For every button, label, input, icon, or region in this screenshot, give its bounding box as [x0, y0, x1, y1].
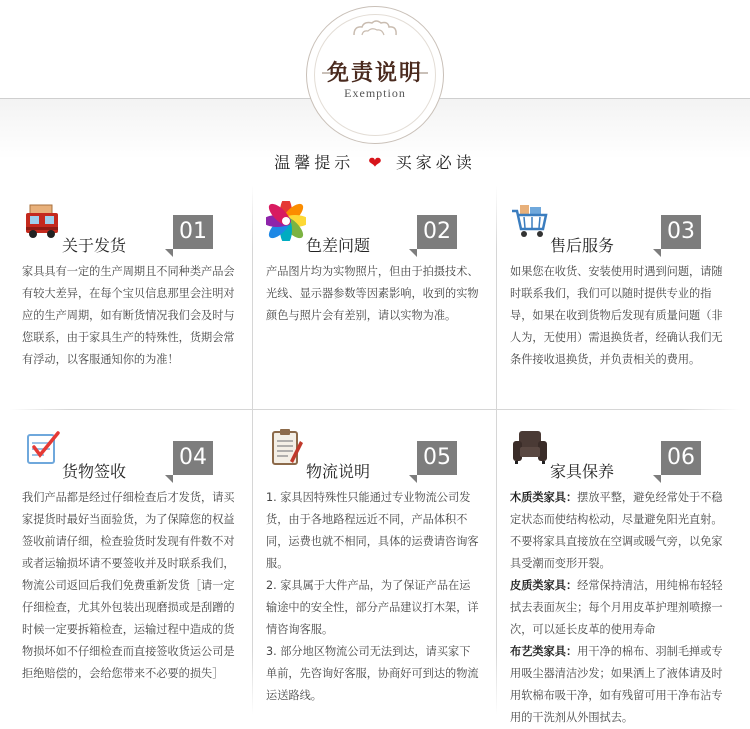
care-wood [510, 487, 724, 575]
card-text-2: 2. 家具属于大件产品，为了保证产品在运输途中的安全性，部分产品建议打木架，详情咨询客服。 [266, 579, 479, 636]
card-body [266, 487, 480, 707]
grid-divider-v1 [252, 185, 253, 715]
card-number: 02 [417, 215, 457, 249]
notice-grid [10, 185, 740, 724]
card-body [266, 261, 480, 327]
care-wood-label: 木质类家具： [510, 491, 578, 504]
card-number: 03 [661, 215, 701, 249]
shopping-cart-icon [510, 201, 550, 241]
card-body [22, 487, 236, 685]
card-text: 产品图片均为实物照片，但由于拍摄技术、光线、显示器参数等因素影响，收到的实物颜色与照片会有差别，请以实物为准。 [266, 265, 479, 322]
card-title: 色差问题 [306, 236, 371, 255]
card-title: 物流说明 [306, 462, 371, 481]
card-receipt [10, 411, 248, 680]
header [0, 0, 750, 190]
checklist-icon [22, 427, 62, 467]
card-text-1: 1. 家具因特殊性只能通过专业物流公司发货，由于各地路程远近不同，产品体积不同，运费也就不相同，具体的运费请咨询客服。 [266, 491, 479, 570]
card-text: 如果您在收货、安装使用时遇到问题，请随时联系我们，我们可以随时提供专业的指导，如果在收到货物后发现有质量问题（非人为，无使用）需退换货者，经确认我们无条件接收退换货，并负责相关的费用。 [510, 265, 723, 366]
title-emblem [306, 6, 444, 144]
care-fabric-label: 布艺类家具： [510, 645, 578, 658]
page-title: 免责说明 [326, 60, 423, 86]
heart-icon: ❤ [368, 153, 382, 172]
care-wood-text: 摆放平整，避免经常处于不稳定状态而使结构松动，尽量避免阳光直射。不要将家具直接放在空调或暖气旁，以免家具受潮而变形开裂。 [510, 491, 723, 570]
care-leather-label: 皮质类家具： [510, 579, 578, 592]
care-leather-text: 经常保持清洁，用纯棉布轻轻拭去表面灰尘；每个月用皮革护理剂喷擦一次，可以延长皮革的使用寿命 [510, 579, 723, 636]
card-number: 01 [173, 215, 213, 249]
card-after-sales [498, 185, 736, 405]
card-number: 05 [417, 441, 457, 475]
card-text: 我们产品都是经过仔细检查后才发货，请买家提货时最好当面验货，为了保障您的权益签收前请仔细，检查验货时发现有件数不对或者运输损坏请不要签收并及时联系我们，物流公司返回后我们免费重新发货［请一定仔细检查，尤其外包装出现磨损或是刮蹭的时候一定要拆箱检查，运输过程中造成的货物损坏如不仔细检查而直接签收货运公司是拒绝赔偿的，会给您带来不必要的损失］ [22, 491, 235, 680]
card-title: 家具保养 [550, 462, 615, 481]
card-body [510, 487, 724, 729]
card-color-difference [254, 185, 492, 405]
card-maintenance [498, 411, 736, 724]
divider-left [0, 98, 318, 99]
reminder [0, 150, 750, 173]
clipboard-icon [266, 427, 306, 467]
care-fabric [510, 641, 724, 729]
grid-divider-h [10, 409, 740, 410]
card-body [510, 261, 724, 371]
divider-right [432, 98, 750, 99]
cloud-ornament-icon [350, 20, 400, 38]
care-leather [510, 575, 724, 641]
card-title: 售后服务 [550, 236, 615, 255]
page-subtitle: Exemption [344, 86, 406, 100]
card-number: 06 [661, 441, 701, 475]
reminder-right: 买家必读 [395, 153, 476, 172]
card-body [22, 261, 236, 371]
card-number: 04 [173, 441, 213, 475]
reminder-left: 温馨提示 [274, 153, 355, 172]
card-title: 货物签收 [62, 462, 127, 481]
card-text-3: 3. 部分地区物流公司无法到达，请买家下单前，先咨询好客服，协商好可到达的物流运送路线。 [266, 645, 479, 702]
card-shipping [10, 185, 248, 405]
card-title: 关于发货 [62, 236, 127, 255]
care-fabric-text: 用干净的棉布、羽制毛掸或专用吸尘器清洁沙发；如果洒上了液体请及时用软棉布吸干净，如有残留可用干净布沾专用的干洗剂从外围拭去。 [510, 645, 723, 724]
card-text: 家具具有一定的生产周期且不同种类产品会有较大差异，在每个宝贝信息那里会注明对应的生产周期，如有断货情况我们会及时与您联系，由于家具生产的特殊性，货期会常有浮动，以客服通知你的为准！ [22, 265, 235, 366]
armchair-icon [510, 427, 550, 467]
grid-divider-v2 [496, 185, 497, 715]
delivery-truck-icon [22, 201, 62, 241]
color-wheel-icon [266, 201, 306, 241]
card-logistics [254, 411, 492, 702]
